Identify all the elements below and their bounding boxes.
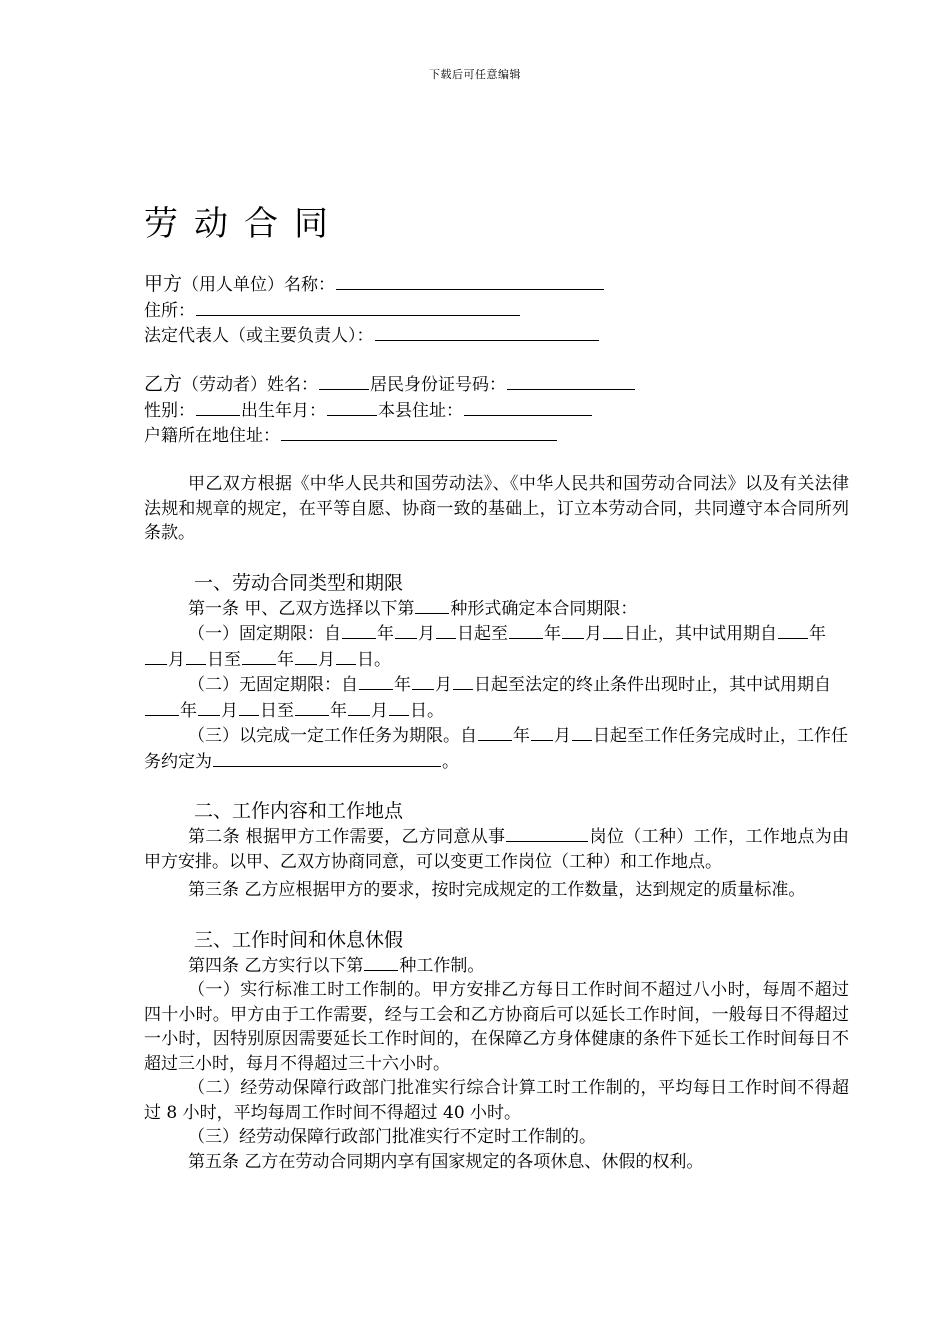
fixed-probation-start-year-blank[interactable] bbox=[778, 621, 808, 639]
party-a-address-line bbox=[144, 298, 849, 324]
fixed-start-month-blank[interactable] bbox=[395, 621, 417, 639]
open-start-year-blank[interactable] bbox=[359, 672, 393, 690]
open-probation-end-year-blank[interactable] bbox=[295, 698, 329, 716]
article-2-text-b: 岗位（工种）工作，工作地点为由甲方安排。以甲、乙双方协商同意，可以变更工作岗位（工种）和工作地点。 bbox=[144, 827, 850, 872]
month-text: 月 bbox=[435, 675, 452, 695]
article-1 bbox=[144, 596, 849, 622]
month-text: 月 bbox=[168, 649, 185, 670]
party-b-name-blank[interactable] bbox=[319, 372, 369, 390]
article-1-text-a: 第一条 甲、乙双方选择以下第 bbox=[188, 598, 415, 619]
party-a-rep-blank[interactable] bbox=[375, 323, 599, 341]
fixed-start-day-blank[interactable] bbox=[436, 621, 456, 639]
fixed-term-text-b: 日起至 bbox=[457, 624, 508, 644]
job-position-blank[interactable] bbox=[506, 824, 588, 842]
party-a-name-label: （用人单位）名称： bbox=[182, 275, 336, 295]
task-start-month-blank[interactable] bbox=[531, 723, 553, 741]
party-b-name-line bbox=[144, 372, 849, 398]
fixed-probation-end-year-blank[interactable] bbox=[242, 647, 276, 665]
fixed-start-year-blank[interactable] bbox=[342, 621, 376, 639]
year-text: 年 bbox=[809, 624, 826, 644]
party-b-gender-blank[interactable] bbox=[196, 398, 240, 416]
fixed-end-day-blank[interactable] bbox=[603, 621, 623, 639]
fixed-term-clause bbox=[144, 621, 849, 672]
open-probation-end-month-blank[interactable] bbox=[348, 698, 370, 716]
fixed-probation-start-month-blank[interactable] bbox=[145, 647, 167, 665]
article-4 bbox=[144, 953, 849, 979]
task-description-blank[interactable] bbox=[213, 749, 441, 767]
party-b-local-addr-blank[interactable] bbox=[464, 398, 592, 416]
end-dot-text: 日。 bbox=[357, 649, 391, 670]
party-b-hukou-line bbox=[144, 423, 849, 449]
open-term-clause bbox=[144, 672, 849, 723]
year-text: 年 bbox=[277, 649, 294, 670]
party-b-id-blank[interactable] bbox=[507, 372, 635, 390]
flexible-hours-clause: （三）经劳动保障行政部门批准实行不定时工作制的。 bbox=[188, 1127, 596, 1147]
year-text: 年 bbox=[180, 700, 197, 721]
year-text: 年 bbox=[377, 624, 394, 644]
party-b-name-label: （劳动者）姓名： bbox=[182, 375, 319, 395]
fixed-probation-start-day-blank[interactable] bbox=[186, 647, 206, 665]
fixed-end-month-blank[interactable] bbox=[562, 621, 584, 639]
party-a-block bbox=[144, 272, 849, 349]
intro-paragraph: 甲乙双方根据《中华人民共和国劳动法》、《中华人民共和国劳动合同法》以及有关法律法规和规章的规定，在平等自愿、协商一致的基础上，订立本劳动合同，共同遵守本合同所列条款。 bbox=[144, 474, 849, 543]
month-text: 月 bbox=[554, 726, 571, 746]
year-text: 年 bbox=[330, 700, 347, 721]
work-system-blank[interactable] bbox=[364, 953, 398, 971]
open-term-text-b: 日起至法定的终止条件出现时止，其中试用期自 bbox=[474, 675, 831, 695]
section-2-heading: 二、工作内容和工作地点 bbox=[194, 800, 404, 822]
party-a-rep-label: 法定代表人（或主要负责人）： bbox=[144, 326, 374, 346]
open-start-month-blank[interactable] bbox=[412, 672, 434, 690]
contract-body bbox=[144, 472, 849, 1174]
party-a-rep-line bbox=[144, 323, 849, 349]
period-text: 。 bbox=[442, 751, 459, 772]
article-3: 第三条 乙方应根据甲方的要求，按时完成规定的工作数量，达到规定的质量标准。 bbox=[188, 880, 806, 900]
month-text: 月 bbox=[585, 624, 602, 644]
party-b-hukou-blank[interactable] bbox=[281, 423, 557, 441]
party-a-address-blank[interactable] bbox=[196, 298, 520, 316]
article-4-text-a: 第四条 乙方实行以下第 bbox=[188, 955, 364, 976]
fixed-probation-end-day-blank[interactable] bbox=[336, 647, 356, 665]
open-term-text-c: 日至 bbox=[260, 700, 294, 721]
party-b-id-label: 居民身份证号码： bbox=[370, 375, 507, 395]
open-probation-end-day-blank[interactable] bbox=[389, 698, 409, 716]
task-term-text-b: 日起至工作任务完成时止，工作任务约定为 bbox=[144, 726, 848, 772]
year-text: 年 bbox=[394, 675, 411, 695]
open-probation-start-day-blank[interactable] bbox=[239, 698, 259, 716]
month-text: 月 bbox=[221, 700, 238, 721]
article-2-text-a: 第二条 根据甲方工作需要，乙方同意从事 bbox=[188, 827, 506, 847]
task-start-year-blank[interactable] bbox=[478, 723, 512, 741]
task-term-clause bbox=[144, 723, 849, 774]
month-text: 月 bbox=[371, 700, 388, 721]
standard-hours-clause: （一）实行标准工时工作制的。甲方安排乙方每日工作时间不超过八小时，每周不超过四十小时。甲方由于工作需要，经与工会和乙方协商后可以延长工作时间，一般每日不得超过一小时，因特别原因需要延长工作时间的，在保障乙方身体健康的条件下延长工作时间每日不超过三小时，每月不得超过三十六小时。 bbox=[144, 980, 849, 1074]
article-2 bbox=[144, 824, 849, 874]
open-probation-start-month-blank[interactable] bbox=[198, 698, 220, 716]
party-b-birth-blank[interactable] bbox=[327, 398, 377, 416]
open-term-text-a: （二）无固定期限：自 bbox=[188, 675, 358, 695]
party-a-label: 甲方 bbox=[144, 273, 183, 295]
end-dot-text: 日。 bbox=[410, 700, 444, 721]
party-b-gender-label: 性别： bbox=[144, 400, 195, 421]
party-a-name-line bbox=[144, 272, 849, 298]
contract-type-blank[interactable] bbox=[415, 596, 449, 614]
article-4-text-b: 种工作制。 bbox=[399, 955, 485, 976]
comprehensive-hours-clause: （二）经劳动保障行政部门批准实行综合计算工时工作制的，平均每日工作时间不得超过 8 小时，平均每周工作时间不得超过 40 小时。 bbox=[144, 1078, 849, 1123]
article-1-text-b: 种形式确定本合同期限： bbox=[450, 598, 638, 619]
party-a-address-label: 住所： bbox=[144, 300, 195, 321]
task-term-text-a: （三）以完成一定工作任务为期限。自 bbox=[188, 726, 477, 746]
month-text: 月 bbox=[418, 624, 435, 644]
party-b-hukou-label: 户籍所在地住址： bbox=[144, 426, 280, 446]
fixed-probation-end-month-blank[interactable] bbox=[295, 647, 317, 665]
party-b-birth-label: 出生年月： bbox=[241, 400, 326, 421]
party-b-gender-line bbox=[144, 398, 849, 424]
task-start-day-blank[interactable] bbox=[572, 723, 592, 741]
article-5: 第五条 乙方在劳动合同期内享有国家规定的各项休息、休假的权利。 bbox=[188, 1151, 704, 1172]
party-b-local-addr-label: 本县住址： bbox=[378, 400, 463, 421]
header-note: 下载后可任意编辑 bbox=[429, 68, 521, 81]
year-text: 年 bbox=[544, 624, 561, 644]
year-text: 年 bbox=[513, 726, 530, 746]
section-1-heading: 一、劳动合同类型和期限 bbox=[194, 571, 404, 594]
document-title: 劳动合同 bbox=[144, 204, 344, 244]
party-b-label: 乙方 bbox=[144, 373, 183, 395]
to-text: 日至 bbox=[207, 649, 241, 670]
open-start-day-blank[interactable] bbox=[453, 672, 473, 690]
fixed-term-text-a: （一）固定期限：自 bbox=[188, 624, 341, 644]
section-3-heading: 三、工作时间和休息休假 bbox=[194, 928, 404, 951]
party-b-block bbox=[144, 372, 849, 449]
open-probation-start-year-blank[interactable] bbox=[145, 698, 179, 716]
party-a-name-blank[interactable] bbox=[336, 272, 604, 290]
month-text: 月 bbox=[318, 649, 335, 670]
fixed-end-year-blank[interactable] bbox=[509, 621, 543, 639]
fixed-term-text-c: 日止，其中试用期自 bbox=[624, 624, 777, 644]
